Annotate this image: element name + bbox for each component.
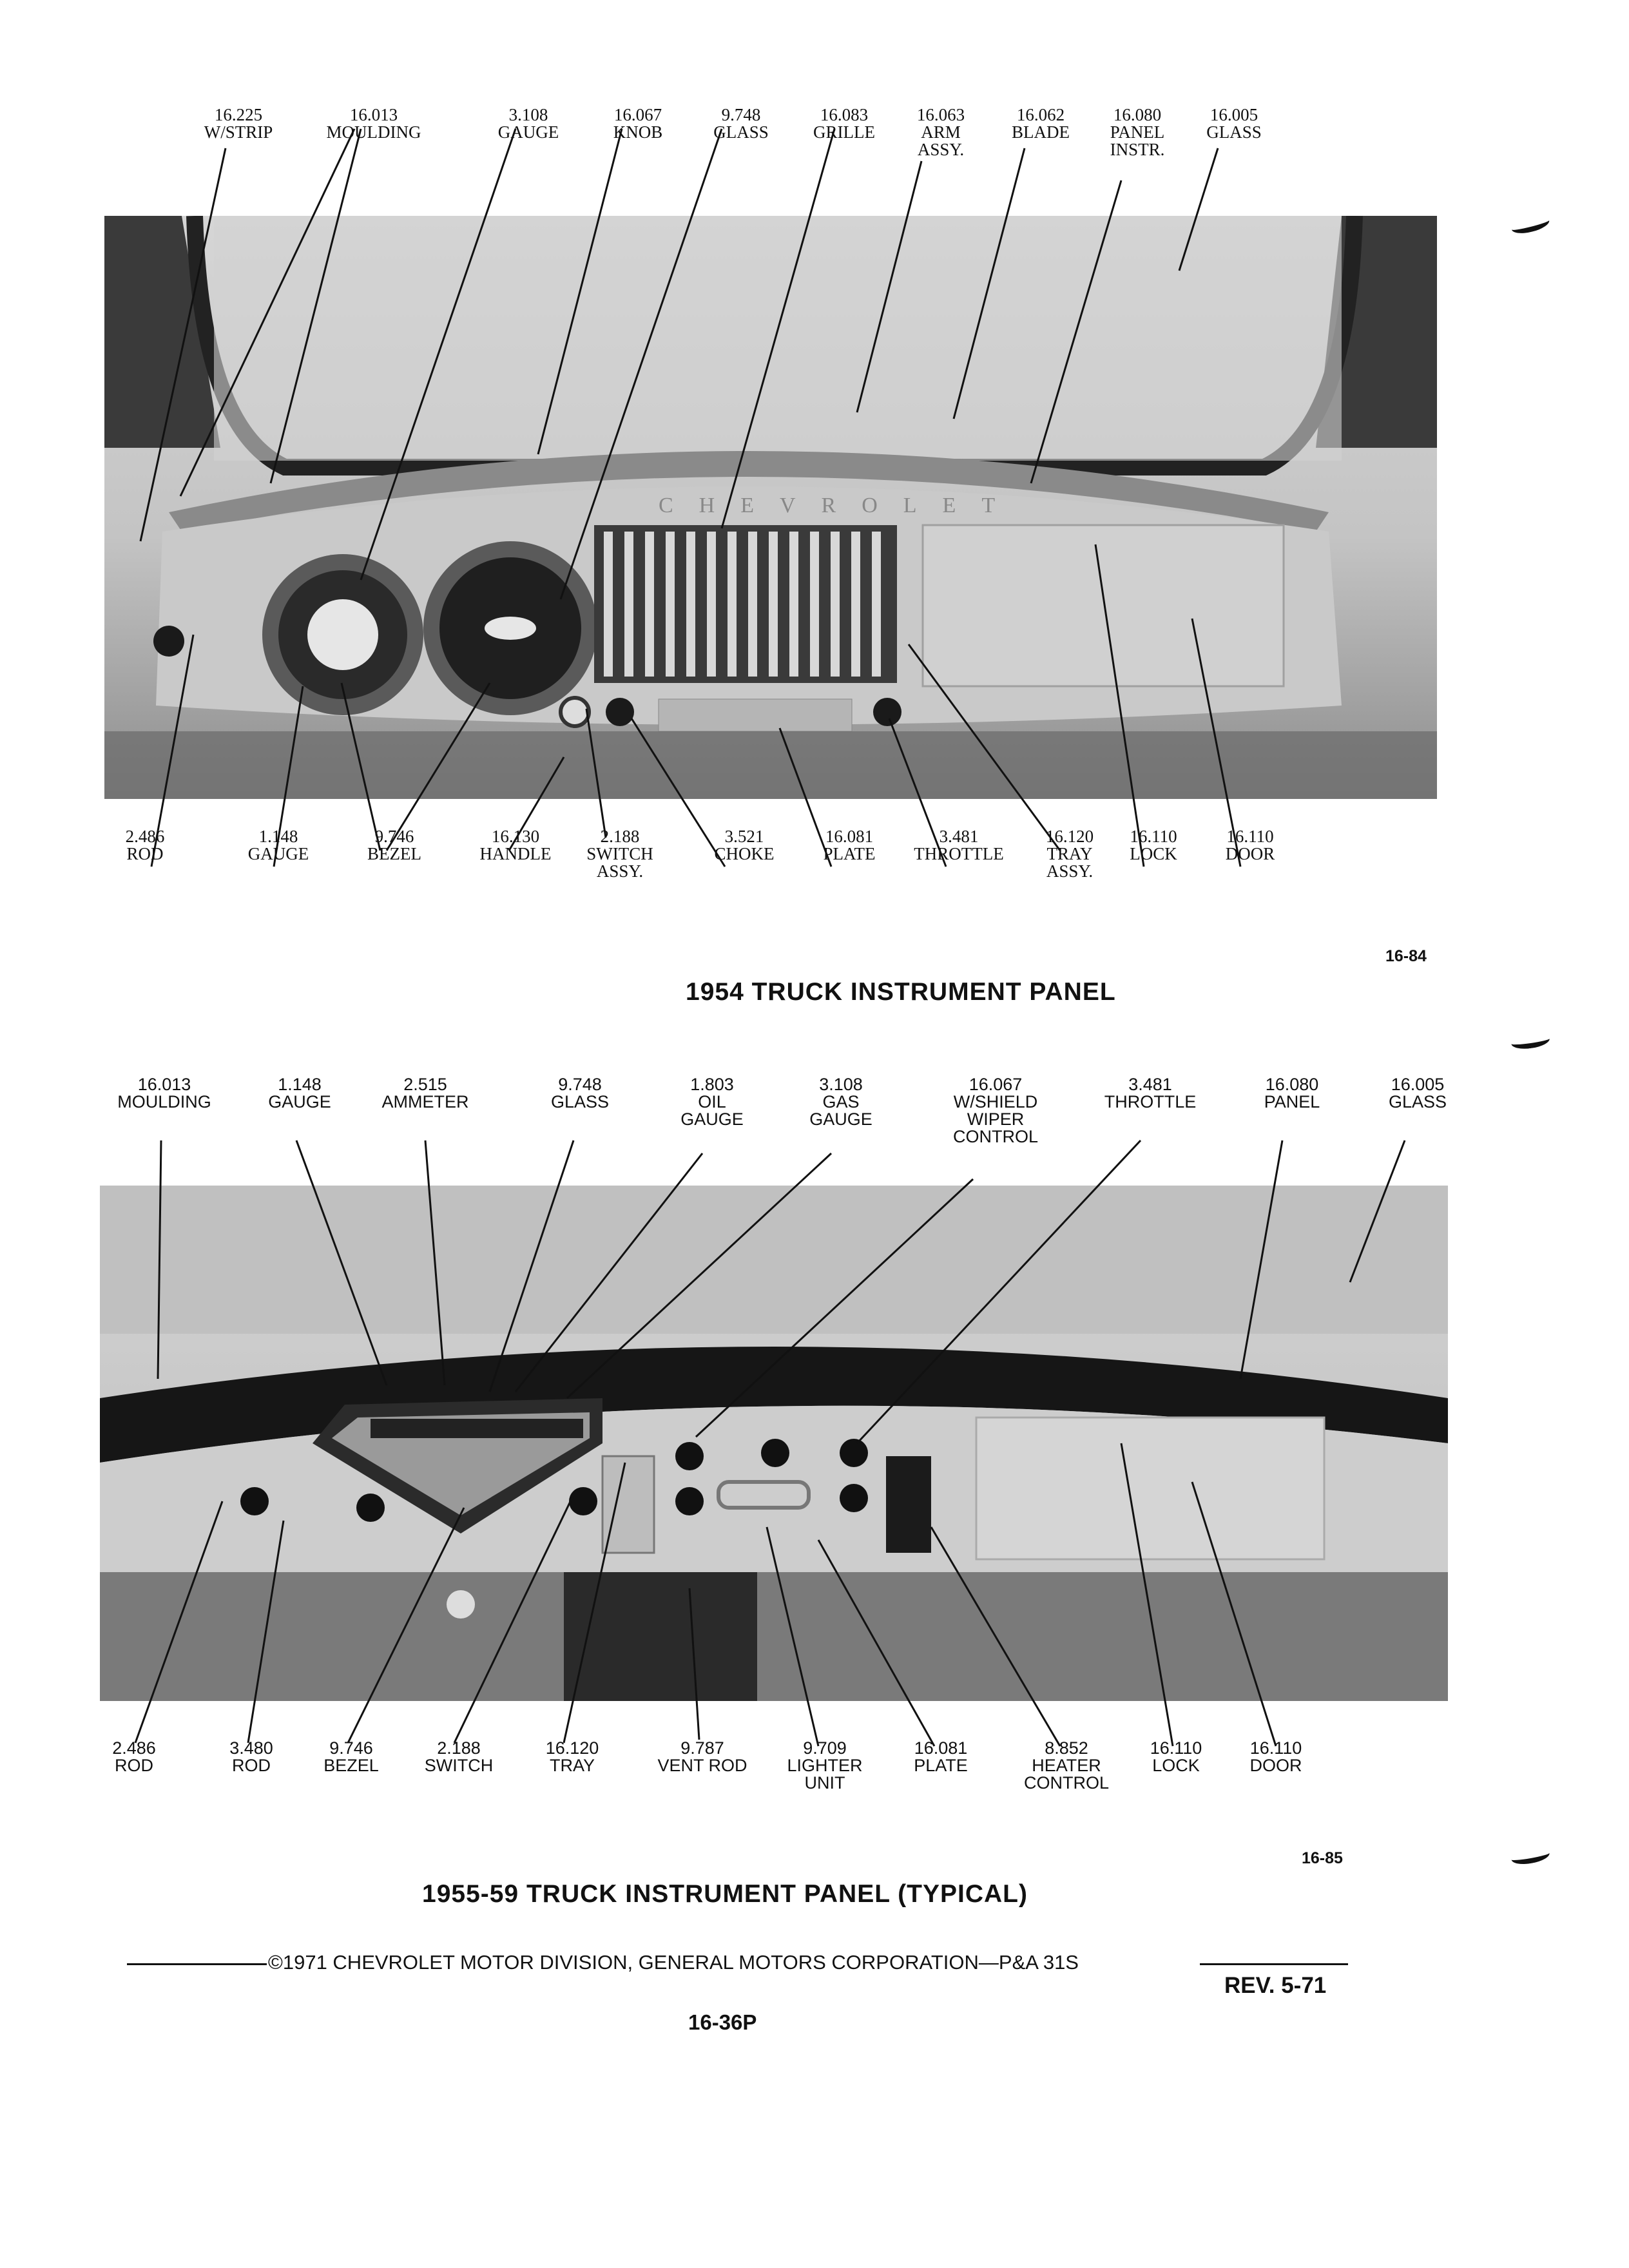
callout-text: ROD [126,844,164,863]
callout-label [303,106,445,141]
callout-text: SWITCH [586,844,653,863]
callout-text: 16.110 [1226,827,1274,846]
callout-text: THROTTLE [914,844,1004,863]
callout-label [1163,106,1305,141]
callout-text: PLATE [914,1756,968,1775]
callout-text: HEATER [1032,1756,1101,1775]
callout-text: ROD [115,1756,153,1775]
callout-text: 16.013 [137,1075,191,1094]
callout-text: GAUGE [809,1110,872,1129]
callout-text: 16.081 [825,827,874,846]
callout-text: GLASS [1206,122,1262,142]
callout-text: 16.110 [1130,827,1177,846]
callout-text: 16.080 [1265,1075,1319,1094]
callout-text: GAS [822,1092,860,1111]
callout-text: TRAY [549,1756,595,1775]
callout-text: 8.852 [1045,1738,1088,1758]
callout-text: GAUGE [247,844,309,863]
callout-label [1079,1076,1221,1111]
callout-label [168,106,309,141]
callout-label [770,1076,912,1128]
footer-rule-right [1200,1963,1348,1965]
callout-text: CONTROL [952,1127,1038,1146]
callout-text: 1.148 [278,1075,322,1094]
callout-text: 3.521 [724,827,764,846]
callout-label [925,1076,1066,1146]
callout-label [1179,828,1321,863]
callout-text: GAUGE [497,122,559,142]
callout-label [509,1076,651,1111]
callout-text: ASSY. [1046,861,1094,881]
figure-number-16-85: 16-85 [1302,1849,1343,1867]
callout-text: ASSY. [917,140,965,159]
margin-mark [1510,213,1551,236]
callout-text: LOCK [1130,844,1177,863]
grille-1954 [594,525,897,683]
callout-label [549,828,691,880]
callout-text: HANDLE [479,844,552,863]
gauge-speedometer-1954 [423,541,597,715]
footer-copyright: ©1971 CHEVROLET MOTOR DIVISION, GENERAL MOTORS CORPORATION—P&A 31S [268,1951,1079,1974]
callout-text: W/SHIELD [953,1092,1038,1111]
callout-text: W/STRIP [204,122,273,142]
callout-text: TRAY [1046,844,1093,863]
callout-text: 9.748 [558,1075,602,1094]
callout-text: WIPER [967,1110,1025,1129]
callout-text: PANEL [1110,122,1165,142]
callout-text: 16.110 [1150,1738,1202,1758]
callout-text: GAUGE [680,1110,744,1129]
callout-text: BEZEL [367,844,421,863]
callout-text: 9.709 [803,1738,847,1758]
footer-rule-left [127,1963,267,1965]
callout-text: 2.486 [112,1738,156,1758]
callout-text: 2.188 [600,827,640,846]
page-number: 16-36P [688,2010,757,2034]
callout-label [229,1076,371,1111]
callout-text: 16.130 [491,827,540,846]
callout-text: 9.787 [680,1738,724,1758]
callout-text: 3.481 [939,827,979,846]
callout-text: 3.480 [229,1738,273,1758]
callout-label [1347,1076,1489,1111]
callout-text: GAUGE [268,1092,331,1111]
callout-text: LOCK [1152,1756,1200,1775]
callout-text: 16.120 [545,1738,599,1758]
callout-text: DOOR [1225,844,1275,863]
callout-text: CONTROL [1023,1773,1109,1792]
callout-text: CHOKE [714,844,775,863]
callout-label [323,828,465,863]
callout-text: 9.746 [329,1738,373,1758]
photo-1954-instrument-panel [104,216,1437,799]
callout-text: BLADE [1012,122,1070,142]
callout-text: INSTR. [1110,140,1165,159]
callout-text: AMMETER [381,1092,469,1111]
callout-label [93,1076,235,1111]
callout-text: ROD [232,1756,271,1775]
callout-text: 2.515 [403,1075,447,1094]
callout-text: 16.062 [1016,105,1065,124]
callout-text: GLASS [550,1092,610,1111]
callout-text: KNOB [613,122,663,142]
callout-text: 3.481 [1128,1075,1172,1094]
callout-text: 16.013 [349,105,398,124]
caption-1954: 1954 TRUCK INSTRUMENT PANEL [686,978,1116,1006]
callout-text: 16.080 [1113,105,1162,124]
callout-text: MOULDING [326,122,421,142]
callout-text: 16.083 [820,105,869,124]
callout-label [1221,1076,1363,1111]
dashboard-1955-illustration [100,1186,1448,1701]
callout-label [1205,1740,1347,1774]
footer-revision: REV. 5-71 [1224,1973,1327,1998]
callout-text: ARM [921,122,961,142]
gauge-left-1954 [262,554,423,715]
callout-text: 3.108 [819,1075,863,1094]
callout-text: PLATE [823,844,876,863]
callout-text: 1.803 [690,1075,734,1094]
callout-text: 1.148 [258,827,298,846]
callout-text: 9.748 [721,105,761,124]
callout-text: PANEL [1264,1092,1320,1111]
callout-text: VENT ROD [657,1756,747,1775]
callout-text: 3.108 [508,105,548,124]
chevrolet-script: CHEVROLET [659,494,1021,517]
callout-text: GLASS [713,122,769,142]
callout-text: 2.188 [437,1738,481,1758]
callout-label [631,1740,773,1774]
callout-text: GRILLE [813,122,875,142]
callout-text: 16.110 [1249,1738,1302,1758]
callout-text: 2.486 [125,827,165,846]
callout-text: BEZEL [323,1756,379,1775]
callout-text: 16.067 [969,1075,1023,1094]
callout-text: 16.120 [1045,827,1094,846]
callout-text: GLASS [1388,1092,1447,1111]
callout-text: THROTTLE [1104,1092,1197,1111]
callout-label [641,1076,783,1128]
callout-text: SWITCH [424,1756,494,1775]
caption-1955-59: 1955-59 TRUCK INSTRUMENT PANEL (TYPICAL) [422,1880,1028,1908]
callout-text: 16.081 [914,1738,968,1758]
callout-text: DOOR [1249,1756,1302,1775]
callout-text: LIGHTER [787,1756,863,1775]
photo-1955-59-instrument-panel [100,1186,1448,1701]
margin-mark [1510,1846,1551,1867]
callout-text: 16.005 [1391,1075,1445,1094]
callout-text: 16.225 [214,105,263,124]
callout-text: ASSY. [596,861,644,881]
callout-text: 16.063 [916,105,965,124]
callout-text: OIL [698,1092,726,1111]
callout-label [870,1740,1012,1774]
callout-label [354,1076,496,1111]
callout-label [501,1740,643,1774]
callout-text: 16.005 [1210,105,1258,124]
callout-text: 9.746 [374,827,414,846]
margin-mark [1510,1032,1550,1051]
dashboard-1954-illustration [104,216,1437,799]
callout-label [74,828,216,863]
callout-text: UNIT [804,1773,845,1792]
figure-number-16-84: 16-84 [1385,947,1427,965]
callout-text: 16.067 [613,105,662,124]
callout-text: MOULDING [117,1092,211,1111]
